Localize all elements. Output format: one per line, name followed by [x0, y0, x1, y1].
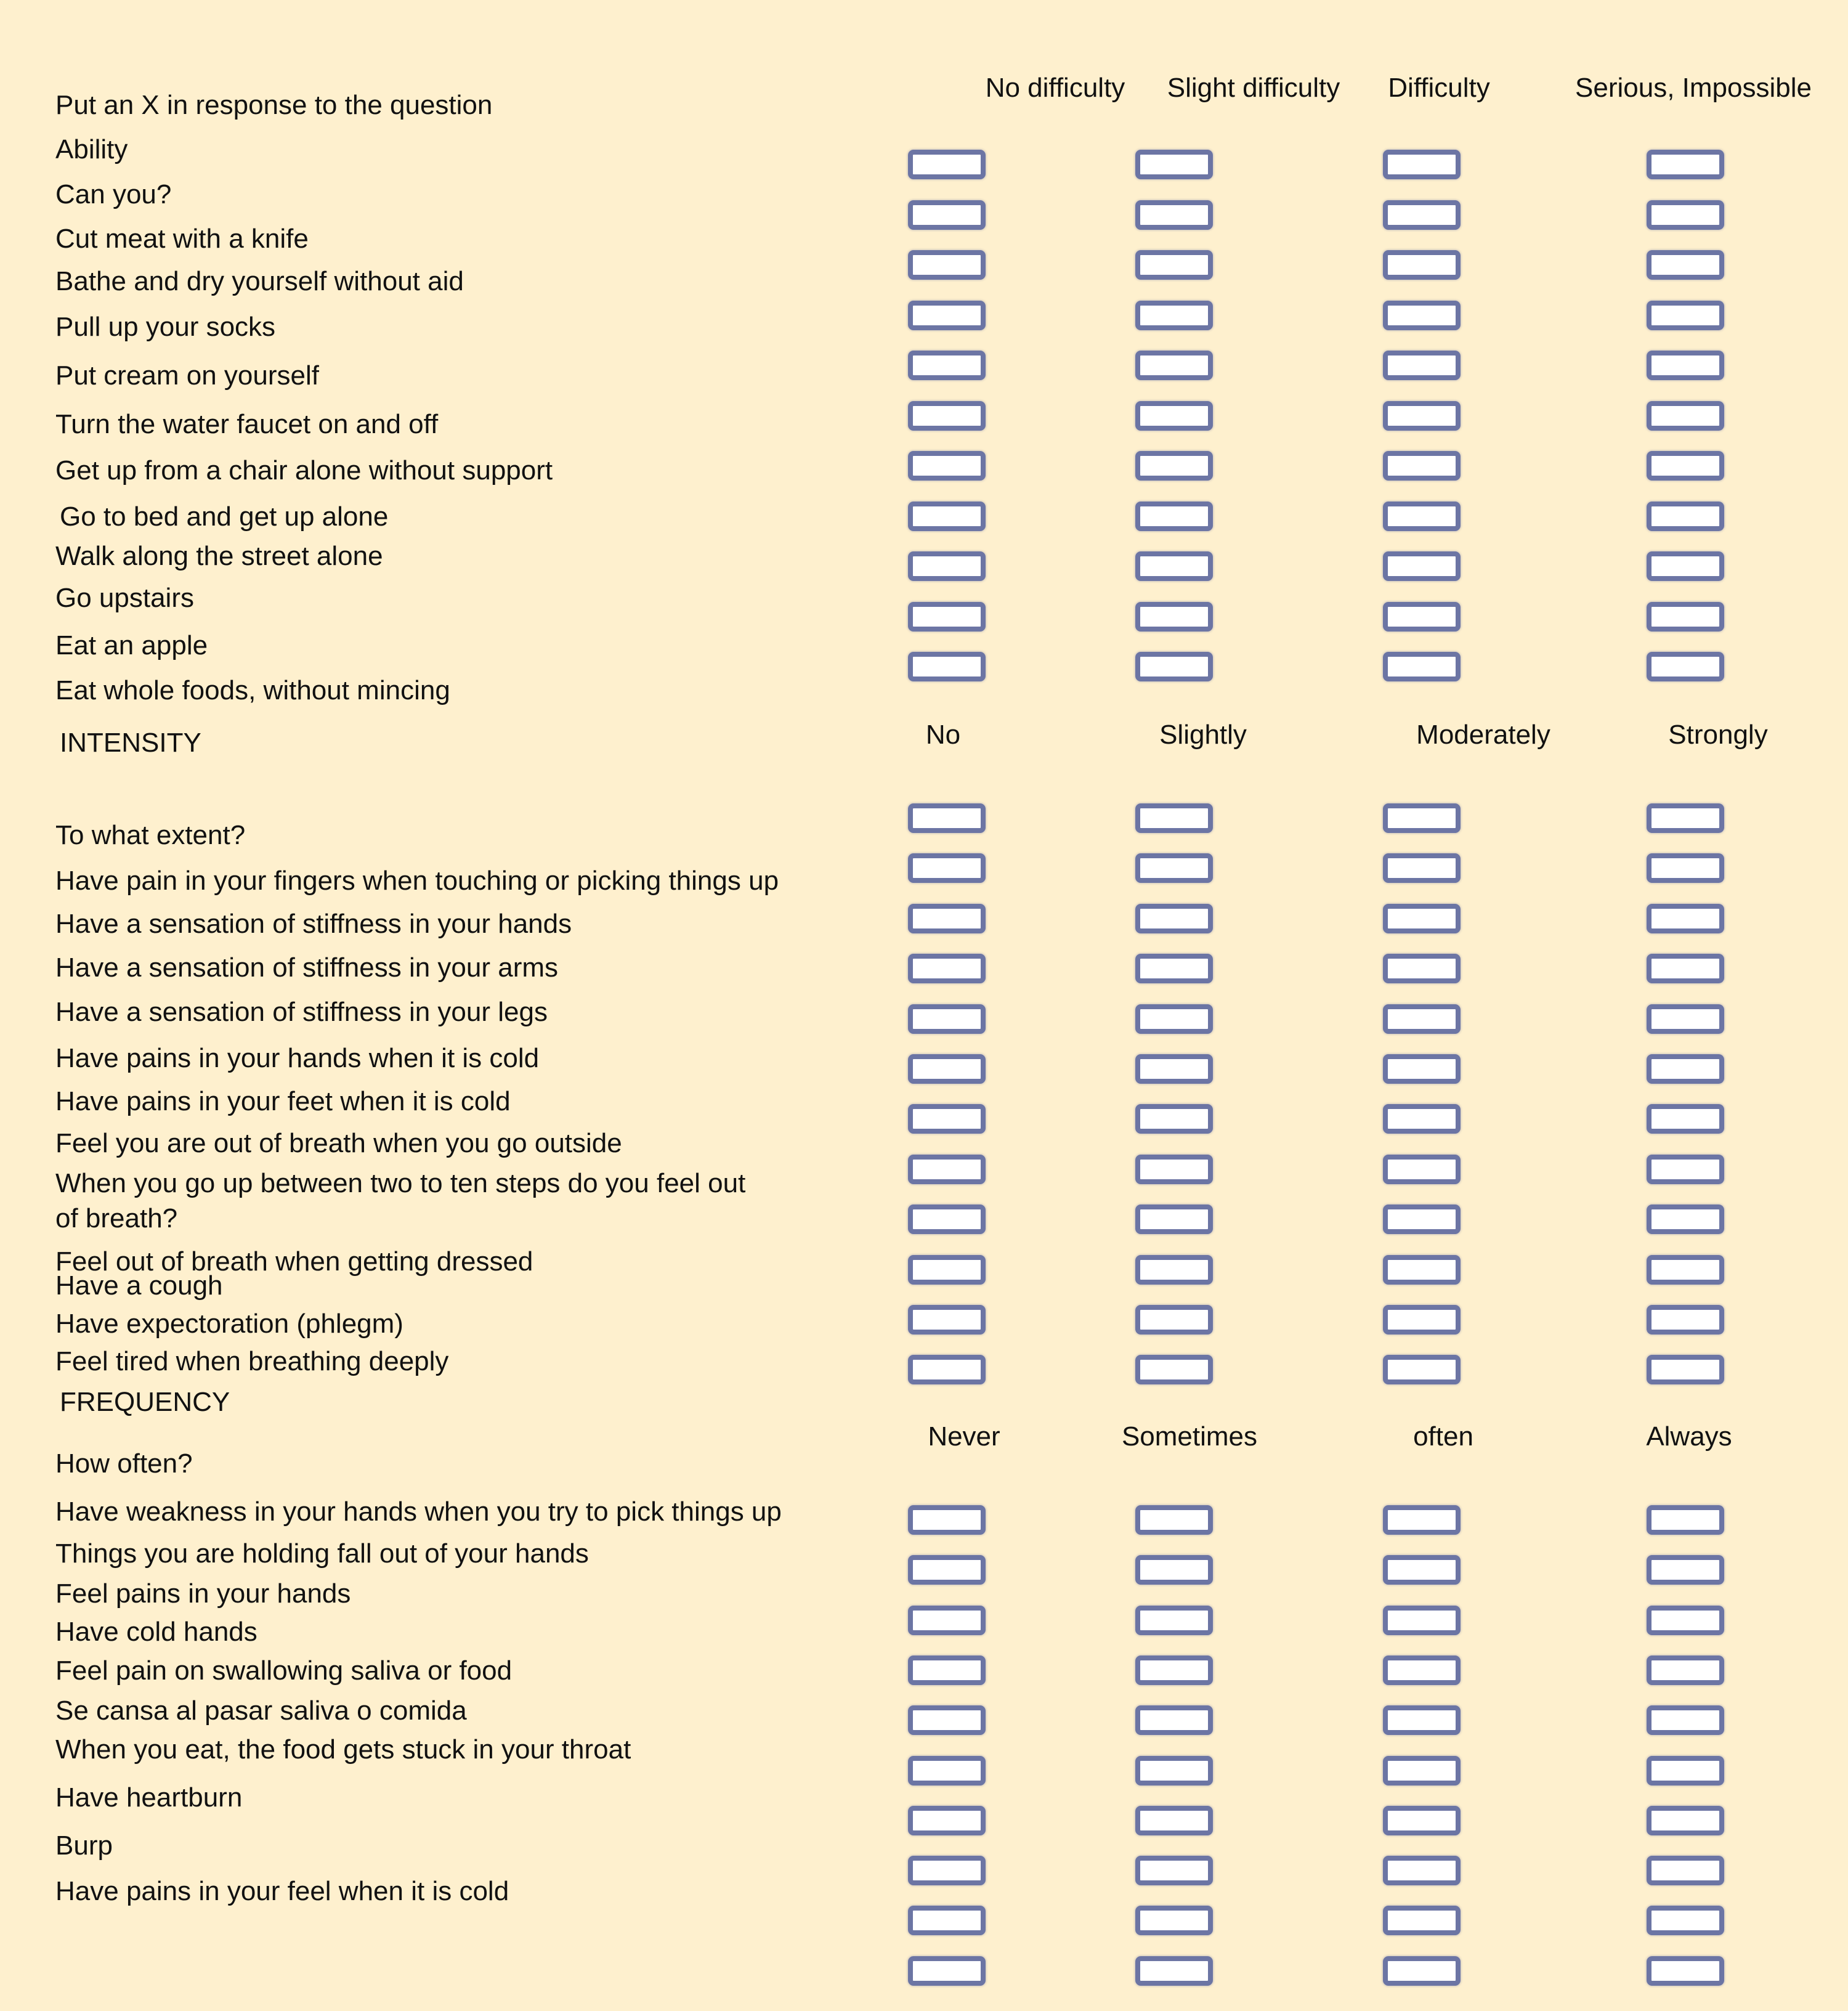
answer-checkbox[interactable] [1647, 1305, 1724, 1335]
answer-checkbox[interactable] [1647, 954, 1724, 983]
answer-checkbox[interactable] [1647, 502, 1724, 531]
answer-checkbox[interactable] [1383, 1956, 1461, 1986]
answer-checkbox[interactable] [1647, 401, 1724, 431]
column-header-never: Never [928, 1421, 1000, 1452]
answer-checkbox[interactable] [908, 1906, 986, 1935]
answer-checkbox[interactable] [908, 200, 986, 230]
column-header-difficulty: Difficulty [1388, 73, 1490, 103]
answer-checkbox[interactable] [1647, 1004, 1724, 1034]
answer-checkbox[interactable] [1135, 502, 1213, 531]
answer-checkbox[interactable] [1135, 652, 1213, 681]
ability-item-label: Bathe and dry yourself without aid [55, 266, 464, 296]
answer-checkbox[interactable] [1135, 1205, 1213, 1234]
ability-item-label: Go upstairs [55, 583, 194, 613]
answer-checkbox[interactable] [908, 1355, 986, 1384]
answer-checkbox[interactable] [1135, 954, 1213, 983]
section-title-frequency: FREQUENCY [60, 1387, 230, 1417]
answer-checkbox[interactable] [1135, 1104, 1213, 1134]
answer-checkbox[interactable] [1647, 803, 1724, 833]
answer-checkbox[interactable] [1647, 1054, 1724, 1084]
answer-checkbox[interactable] [1135, 1355, 1213, 1384]
answer-checkbox[interactable] [1647, 1956, 1724, 1986]
answer-checkbox[interactable] [908, 602, 986, 632]
answer-checkbox[interactable] [908, 351, 986, 380]
answer-checkbox[interactable] [1383, 904, 1461, 933]
answer-checkbox[interactable] [1383, 551, 1461, 581]
answer-checkbox[interactable] [908, 1705, 986, 1735]
intensity-item-label: Have expectoration (phlegm) [55, 1309, 403, 1339]
answer-checkbox[interactable] [908, 1054, 986, 1084]
column-header-moderately: Moderately [1416, 720, 1550, 750]
intensity-item-label: Have pains in your feet when it is cold [55, 1086, 511, 1116]
column-header-slight-difficulty: Slight difficulty [1167, 73, 1340, 103]
answer-checkbox[interactable] [1383, 1705, 1461, 1735]
answer-checkbox[interactable] [1135, 200, 1213, 230]
answer-checkbox[interactable] [1135, 1555, 1213, 1585]
answer-checkbox[interactable] [1135, 1856, 1213, 1885]
answer-checkbox[interactable] [1135, 1255, 1213, 1285]
answer-checkbox[interactable] [1135, 904, 1213, 933]
answer-checkbox[interactable] [908, 1155, 986, 1184]
answer-checkbox[interactable] [908, 1756, 986, 1786]
answer-checkbox[interactable] [1383, 1606, 1461, 1635]
intensity-item-label: Have pain in your fingers when touching or picking things up [55, 866, 779, 896]
answer-checkbox[interactable] [908, 954, 986, 983]
answer-checkbox[interactable] [908, 1956, 986, 1986]
intensity-item-label: When you go up between two to ten steps do you feel out [55, 1168, 746, 1198]
intensity-item-label: Have a sensation of stiffness in your legs [55, 997, 548, 1027]
answer-checkbox[interactable] [1647, 1705, 1724, 1735]
answer-checkbox[interactable] [908, 652, 986, 681]
answer-checkbox[interactable] [1647, 1806, 1724, 1835]
answer-checkbox[interactable] [1135, 602, 1213, 632]
column-header-often: often [1413, 1421, 1473, 1452]
answer-checkbox[interactable] [1383, 200, 1461, 230]
answer-checkbox[interactable] [1647, 551, 1724, 581]
frequency-item-label: Have pains in your feel when it is cold [55, 1876, 509, 1906]
answer-checkbox[interactable] [1135, 451, 1213, 481]
answer-checkbox[interactable] [1647, 652, 1724, 681]
answer-checkbox[interactable] [1135, 1705, 1213, 1735]
answer-checkbox[interactable] [908, 301, 986, 330]
answer-checkbox[interactable] [1135, 853, 1213, 883]
ability-item-label: Get up from a chair alone without support [55, 455, 553, 485]
frequency-item-label: Feel pains in your hands [55, 1578, 351, 1609]
answer-checkbox[interactable] [908, 1856, 986, 1885]
answer-checkbox[interactable] [1647, 1505, 1724, 1535]
answer-checkbox[interactable] [1383, 1856, 1461, 1885]
answer-checkbox[interactable] [1383, 1656, 1461, 1685]
answer-checkbox[interactable] [1135, 1656, 1213, 1685]
answer-checkbox[interactable] [1135, 1505, 1213, 1535]
answer-checkbox[interactable] [1383, 1205, 1461, 1234]
answer-checkbox[interactable] [1383, 1355, 1461, 1384]
frequency-item-label: Burp [55, 1830, 113, 1861]
intensity-item-label: Have pains in your hands when it is cold [55, 1043, 540, 1073]
frequency-item-label: Feel pain on swallowing saliva or food [55, 1656, 513, 1686]
answer-checkbox[interactable] [1135, 250, 1213, 280]
answer-checkbox[interactable] [908, 1606, 986, 1635]
intensity-item-label: Feel tired when breathing deeply [55, 1346, 449, 1376]
ability-item-label: Put cream on yourself [55, 360, 319, 391]
answer-checkbox[interactable] [1647, 1155, 1724, 1184]
answer-checkbox[interactable] [908, 853, 986, 883]
answer-checkbox[interactable] [1383, 1555, 1461, 1585]
answer-checkbox[interactable] [1135, 551, 1213, 581]
answer-checkbox[interactable] [1647, 200, 1724, 230]
column-header-always: Always [1646, 1421, 1732, 1452]
answer-checkbox[interactable] [1383, 1255, 1461, 1285]
answer-checkbox[interactable] [908, 1555, 986, 1585]
answer-checkbox[interactable] [908, 502, 986, 531]
section-question-ability: Can you? [55, 179, 172, 209]
intensity-item-label: of breath? [55, 1203, 178, 1233]
frequency-item-label: Have cold hands [55, 1617, 257, 1647]
answer-checkbox[interactable] [1135, 1054, 1213, 1084]
answer-checkbox[interactable] [1647, 1906, 1724, 1935]
answer-checkbox[interactable] [1383, 652, 1461, 681]
answer-checkbox[interactable] [1383, 1906, 1461, 1935]
answer-checkbox[interactable] [1383, 301, 1461, 330]
section-question-intensity: To what extent? [55, 820, 246, 850]
intensity-item-label: Feel you are out of breath when you go outside [55, 1128, 622, 1158]
answer-checkbox[interactable] [1383, 150, 1461, 179]
answer-checkbox[interactable] [908, 1255, 986, 1285]
ability-item-label: Go to bed and get up alone [60, 502, 389, 532]
answer-checkbox[interactable] [1383, 1155, 1461, 1184]
intensity-item-label: Have a sensation of stiffness in your arms [55, 953, 559, 983]
answer-checkbox[interactable] [1383, 1305, 1461, 1335]
answer-checkbox[interactable] [1135, 803, 1213, 833]
frequency-item-label: Have weakness in your hands when you try to pick things up [55, 1497, 782, 1527]
answer-checkbox[interactable] [1647, 602, 1724, 632]
intensity-item-label: Feel out of breath when getting dressed [55, 1246, 533, 1277]
answer-checkbox[interactable] [1647, 351, 1724, 380]
answer-checkbox[interactable] [1383, 401, 1461, 431]
section-question-frequency: How often? [55, 1448, 193, 1479]
answer-checkbox[interactable] [1135, 1606, 1213, 1635]
intensity-item-label: Have a cough [55, 1270, 223, 1301]
section-title-ability: Ability [55, 134, 128, 165]
frequency-item-label: When you eat, the food gets stuck in your throat [55, 1734, 631, 1765]
column-header-strongly: Strongly [1668, 720, 1768, 750]
answer-checkbox[interactable] [908, 1305, 986, 1335]
answer-checkbox[interactable] [1647, 451, 1724, 481]
answer-checkbox[interactable] [1135, 1155, 1213, 1184]
answer-checkbox[interactable] [1383, 1054, 1461, 1084]
answer-checkbox[interactable] [908, 451, 986, 481]
answer-checkbox[interactable] [1383, 1104, 1461, 1134]
answer-checkbox[interactable] [1135, 401, 1213, 431]
answer-checkbox[interactable] [908, 904, 986, 933]
answer-checkbox[interactable] [1647, 150, 1724, 179]
answer-checkbox[interactable] [908, 250, 986, 280]
answer-checkbox[interactable] [908, 150, 986, 179]
answer-checkbox[interactable] [1135, 1305, 1213, 1335]
answer-checkbox[interactable] [908, 1004, 986, 1034]
answer-checkbox[interactable] [1647, 1104, 1724, 1134]
answer-checkbox[interactable] [1383, 1806, 1461, 1835]
column-header-sometimes: Sometimes [1121, 1421, 1258, 1452]
answer-checkbox[interactable] [1383, 954, 1461, 983]
answer-checkbox[interactable] [1647, 1255, 1724, 1285]
answer-checkbox[interactable] [908, 401, 986, 431]
answer-checkbox[interactable] [908, 551, 986, 581]
answer-checkbox[interactable] [1383, 1004, 1461, 1034]
column-header-serious-impossible: Serious, Impossible [1575, 73, 1812, 103]
answer-checkbox[interactable] [1647, 301, 1724, 330]
answer-checkbox[interactable] [1383, 1505, 1461, 1535]
answer-checkbox[interactable] [1383, 451, 1461, 481]
answer-checkbox[interactable] [1647, 1856, 1724, 1885]
answer-checkbox[interactable] [1383, 1756, 1461, 1786]
frequency-item-label: Se cansa al pasar saliva o comida [55, 1696, 467, 1726]
answer-checkbox[interactable] [1383, 803, 1461, 833]
answer-checkbox[interactable] [1383, 602, 1461, 632]
column-header-no-difficulty: No difficulty [985, 73, 1125, 103]
answer-checkbox[interactable] [908, 1104, 986, 1134]
answer-checkbox[interactable] [1135, 1004, 1213, 1034]
answer-checkbox[interactable] [908, 1656, 986, 1685]
answer-checkbox[interactable] [908, 1806, 986, 1835]
answer-checkbox[interactable] [1647, 904, 1724, 933]
ability-item-label: Walk along the street alone [55, 541, 383, 571]
answer-checkbox[interactable] [1135, 301, 1213, 330]
ability-item-label: Eat an apple [55, 630, 208, 660]
answer-checkbox[interactable] [1135, 1906, 1213, 1935]
answer-checkbox[interactable] [1647, 1756, 1724, 1786]
answer-checkbox[interactable] [1135, 1956, 1213, 1986]
answer-checkbox[interactable] [1135, 351, 1213, 380]
intensity-item-label: Have a sensation of stiffness in your hands [55, 909, 572, 939]
answer-checkbox[interactable] [1647, 1355, 1724, 1384]
ability-item-label: Eat whole foods, without mincing [55, 675, 450, 705]
answer-checkbox[interactable] [1135, 1806, 1213, 1835]
answer-checkbox[interactable] [1647, 853, 1724, 883]
ability-item-label: Pull up your socks [55, 312, 276, 342]
answer-checkbox[interactable] [908, 803, 986, 833]
ability-item-label: Cut meat with a knife [55, 224, 309, 254]
answer-checkbox[interactable] [1647, 1606, 1724, 1635]
answer-checkbox[interactable] [1383, 502, 1461, 531]
frequency-item-label: Things you are holding fall out of your hands [55, 1538, 589, 1569]
column-header-no: No [925, 720, 961, 750]
answer-checkbox[interactable] [1647, 1555, 1724, 1585]
column-header-slightly: Slightly [1159, 720, 1247, 750]
answer-checkbox[interactable] [1383, 250, 1461, 280]
answer-checkbox[interactable] [908, 1505, 986, 1535]
answer-checkbox[interactable] [1647, 1205, 1724, 1234]
section-title-intensity: INTENSITY [60, 728, 201, 758]
answer-checkbox[interactable] [1383, 853, 1461, 883]
answer-checkbox[interactable] [908, 1205, 986, 1234]
answer-checkbox[interactable] [1647, 1656, 1724, 1685]
instruction-text: Put an X in response to the question [55, 90, 493, 120]
frequency-item-label: Have heartburn [55, 1782, 243, 1813]
answer-checkbox[interactable] [1135, 1756, 1213, 1786]
answer-checkbox[interactable] [1383, 351, 1461, 380]
answer-checkbox[interactable] [1647, 250, 1724, 280]
ability-item-label: Turn the water faucet on and off [55, 409, 439, 439]
answer-checkbox[interactable] [1135, 150, 1213, 179]
